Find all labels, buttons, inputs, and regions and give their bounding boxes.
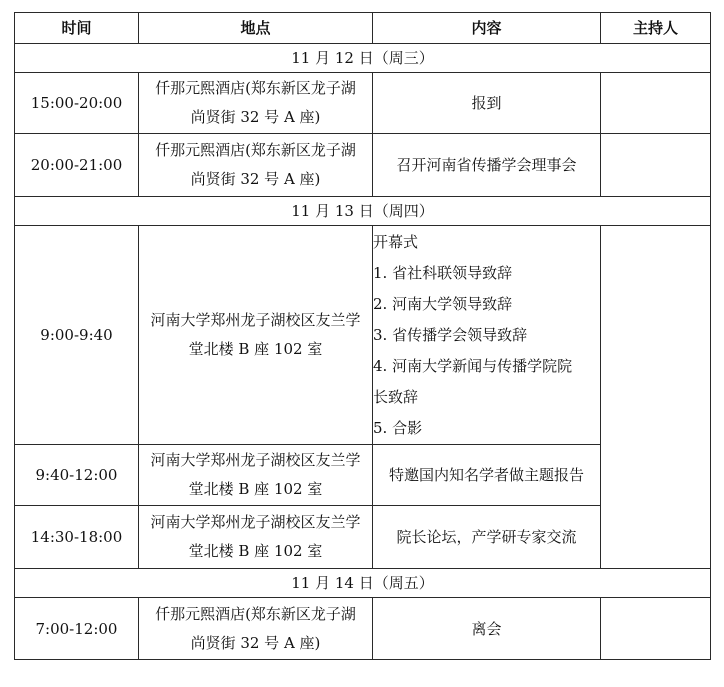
place-cell (139, 598, 373, 660)
content-cell (373, 226, 601, 445)
place-line: 河南大学郑州龙子湖校区友兰学 (150, 451, 361, 469)
header-row (15, 13, 711, 44)
table-row (15, 73, 711, 134)
host-cell (601, 73, 711, 134)
place-line: 堂北楼 B 座 102 室 (188, 542, 323, 560)
place-cell (139, 226, 373, 445)
time-cell: 14:30-18:00 (15, 506, 139, 569)
place-line: 尚贤街 32 号 A 座) (190, 108, 321, 126)
place-line: 河南大学郑州龙子湖校区友兰学 (150, 311, 361, 329)
date-label: 11 月 12 日（周三） (15, 44, 711, 73)
header-host: 主持人 (601, 13, 711, 44)
content-line: 开幕式 (373, 232, 419, 251)
place-line: 堂北楼 B 座 102 室 (188, 340, 323, 358)
time-cell: 20:00-21:00 (15, 134, 139, 197)
schedule-document (14, 12, 710, 660)
content-cell: 离会 (373, 598, 601, 660)
date-row (15, 569, 711, 598)
place-cell (139, 73, 373, 134)
place-line: 河南大学郑州龙子湖校区友兰学 (150, 513, 361, 531)
host-cell (601, 226, 711, 569)
host-cell (601, 598, 711, 660)
content-line: 4. 河南大学新闻与传播学院院 (373, 356, 573, 375)
date-row (15, 44, 711, 73)
content-line: 5. 合影 (373, 418, 423, 437)
time-cell: 7:00-12:00 (15, 598, 139, 660)
content-cell: 报到 (373, 73, 601, 134)
header-place: 地点 (139, 13, 373, 44)
place-cell (139, 506, 373, 569)
time-cell: 9:00-9:40 (15, 226, 139, 445)
host-cell (601, 134, 711, 197)
content-cell: 特邀国内知名学者做主题报告 (373, 445, 601, 506)
place-line: 仟那元熙酒店(郑东新区龙子湖 (155, 141, 356, 159)
content-line: 2. 河南大学领导致辞 (373, 294, 513, 313)
header-content: 内容 (373, 13, 601, 44)
schedule-table (14, 12, 711, 660)
content-cell: 召开河南省传播学会理事会 (373, 134, 601, 197)
table-row (15, 134, 711, 197)
header-time: 时间 (15, 13, 139, 44)
content-cell: 院长论坛，产学研专家交流 (373, 506, 601, 569)
date-label: 11 月 13 日（周四） (15, 197, 711, 226)
date-row (15, 197, 711, 226)
table-row (15, 226, 711, 445)
place-line: 堂北楼 B 座 102 室 (188, 480, 323, 498)
place-cell (139, 134, 373, 197)
date-label: 11 月 14 日（周五） (15, 569, 711, 598)
place-line: 尚贤街 32 号 A 座) (190, 633, 321, 652)
content-line: 长致辞 (373, 387, 419, 406)
content-line: 1. 省社科联领导致辞 (373, 263, 513, 282)
table-row (15, 598, 711, 660)
time-cell: 15:00-20:00 (15, 73, 139, 134)
time-cell: 9:40-12:00 (15, 445, 139, 506)
content-line: 3. 省传播学会领导致辞 (373, 325, 528, 344)
place-line: 仟那元熙酒店(郑东新区龙子湖 (155, 604, 356, 623)
place-line: 尚贤街 32 号 A 座) (190, 170, 321, 188)
place-line: 仟那元熙酒店(郑东新区龙子湖 (155, 79, 356, 97)
place-cell (139, 445, 373, 506)
